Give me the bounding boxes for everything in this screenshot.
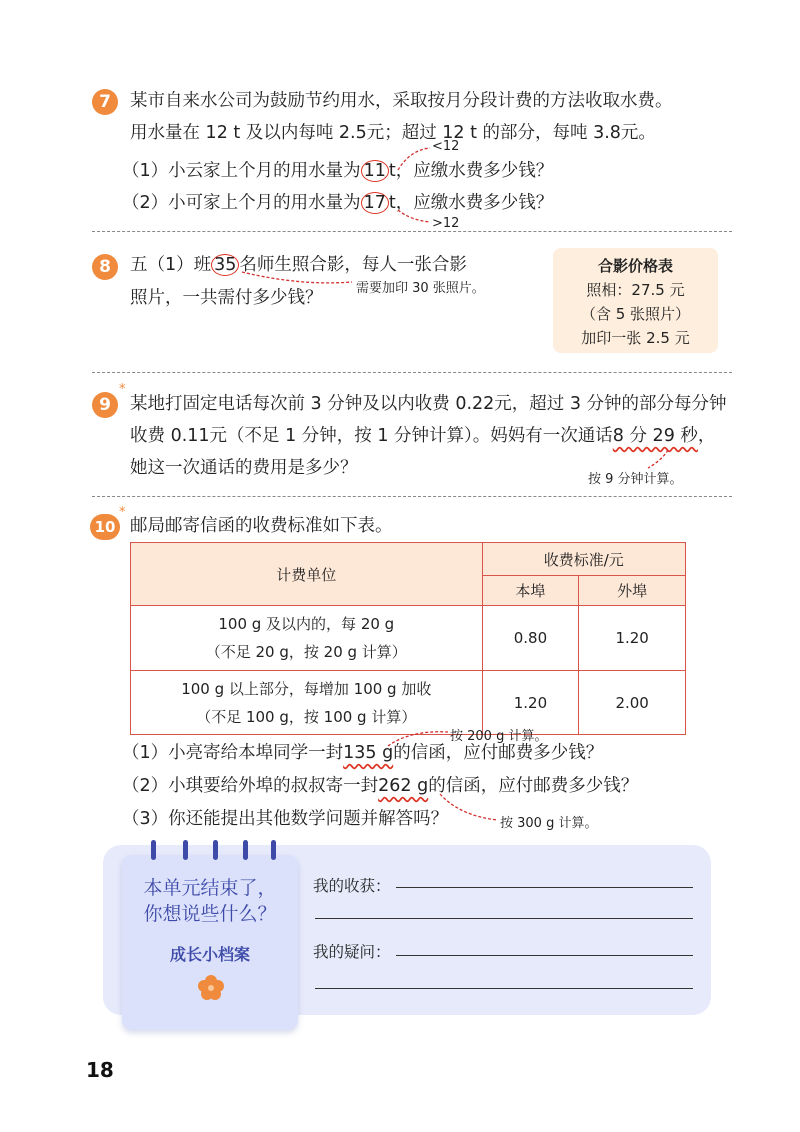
q10-note-300g: 按 300 g 计算。 <box>500 816 598 831</box>
q7-note-less: <12 <box>432 139 460 154</box>
q10-annotation-arrows <box>380 724 520 834</box>
price-row-extra: 加印一张 2.5 元 <box>581 329 690 347</box>
q10-sub2-pre: （2）小琪要给外埠的叔叔寄一封 <box>122 776 379 796</box>
q9-annotation-arrow <box>640 448 680 472</box>
q7-sub2-pre: （2）小可家上个月的用水量为 <box>122 193 361 213</box>
question-write-line[interactable] <box>396 955 693 956</box>
q9-line2-pre: 收费 0.11元（不足 1 分钟，按 1 分钟计算）。妈妈有一次通话 <box>130 426 613 446</box>
table-header-unit: 计费单位 <box>131 543 483 606</box>
question-8-badge: 8 <box>92 254 118 280</box>
q10-note-200g: 按 200 g 计算。 <box>450 729 548 744</box>
q8-line1-pre: 五（1）班 <box>130 255 212 275</box>
growth-card-title: 成长小档案 <box>169 945 250 964</box>
divider <box>92 231 732 232</box>
q7-sub1-value: 11 <box>361 160 389 182</box>
q7-sub1-pre: （1）小云家上个月的用水量为 <box>122 161 361 181</box>
q10-star-icon: * <box>119 505 126 520</box>
q9-line2-post: ， <box>697 426 716 446</box>
question-10-badge: 10 <box>90 514 120 540</box>
q10-sub1-post: 的信函，应付邮费多少钱？ <box>393 743 604 763</box>
q8-line1-post: 名师生照合影，每人一张合影 <box>239 255 467 275</box>
q10-sub2-weight: 262 g <box>378 776 429 796</box>
divider <box>92 496 732 497</box>
q7-sub2-post: t，应缴水费多少钱？ <box>388 193 554 213</box>
binder-ring-icon <box>151 840 156 860</box>
q9-note: 按 9 分钟计算。 <box>588 472 683 487</box>
q7-sub1 <box>122 156 553 186</box>
q8-annotation-arrow <box>240 268 360 290</box>
price-table <box>553 248 718 353</box>
page-number: 18 <box>86 1058 114 1082</box>
q8-note: 需要加印 30 张照片。 <box>356 281 485 296</box>
q10-sub1-pre: （1）小亮寄给本埠同学一封 <box>122 743 344 763</box>
q9-duration-value: 8 分 29 秒 <box>612 426 698 446</box>
row2-remote-value: 2.00 <box>579 671 686 735</box>
binder-ring-icon <box>183 840 188 860</box>
binder-ring-icon <box>271 840 276 860</box>
price-table-title: 合影价格表 <box>597 257 673 275</box>
growth-card-prompt <box>122 875 298 927</box>
q7-sub1-post: t，应缴水费多少钱？ <box>388 161 554 181</box>
q7-sub2-value: 17 <box>361 192 389 214</box>
row2-local-value: 1.20 <box>482 671 579 735</box>
q7-line2: 用水量在 12 t 及以内每吨 2.5元；超过 12 t 的部分，每吨 3.8元。 <box>130 123 656 143</box>
table-header-standard: 收费标准/元 <box>482 543 685 576</box>
q8-count-value: 35 <box>211 254 239 276</box>
q10-sub1-weight: 135 g <box>343 743 394 763</box>
postage-fee-table <box>130 542 686 735</box>
q9-line2 <box>130 421 715 451</box>
q9-line1: 某地打固定电话每次前 3 分钟及以内收费 0.22元，超过 3 分钟的部分每分钟 <box>130 394 727 414</box>
gain-write-line[interactable] <box>315 918 693 919</box>
table-header-remote: 外埠 <box>579 576 686 606</box>
table-row <box>131 606 483 671</box>
binder-ring-icon <box>213 840 218 860</box>
row2-unit-line2: （不足 100 g，按 100 g 计算） <box>196 707 417 726</box>
q7-annotation-arrows <box>390 140 450 230</box>
row1-remote-value: 1.20 <box>579 606 686 671</box>
growth-card-line2: 你想说些什么？ <box>143 903 277 925</box>
gain-label: 我的收获： <box>313 877 391 895</box>
price-row-includes: （含 5 张照片） <box>580 305 691 323</box>
q10-sub2-post: 的信函，应付邮费多少钱？ <box>428 776 639 796</box>
row1-unit-line2: （不足 20 g，按 20 g 计算） <box>205 643 407 661</box>
table-header-local: 本埠 <box>482 576 579 606</box>
row1-local-value: 0.80 <box>482 606 579 671</box>
q10-sub3: （3）你还能提出其他数学问题并解答吗？ <box>122 809 449 829</box>
question-7-badge: 7 <box>92 89 118 115</box>
growth-card-line1: 本单元结束了， <box>143 877 277 899</box>
q10-sub1 <box>122 738 603 768</box>
question-9-badge: 9 <box>92 392 118 418</box>
q7-sub2 <box>122 188 553 218</box>
q9-line3: 她这一次通话的费用是多少？ <box>130 458 358 478</box>
question-write-line[interactable] <box>315 988 693 989</box>
q7-line1: 某市自来水公司为鼓励节约用水，采取按月分段计费的方法收取水费。 <box>130 91 673 111</box>
gain-write-line[interactable] <box>396 887 693 888</box>
flower-icon <box>196 973 226 1003</box>
q9-star-icon: * <box>119 382 126 397</box>
q8-line2: 照片，一共需付多少钱？ <box>130 288 323 308</box>
divider <box>92 372 732 373</box>
q10-intro: 邮局邮寄信函的收费标准如下表。 <box>130 516 393 536</box>
binder-ring-icon <box>243 840 248 860</box>
row2-unit-line1: 100 g 以上部分，每增加 100 g 加收 <box>181 679 432 698</box>
q7-note-greater: >12 <box>432 216 460 231</box>
row1-unit-line1: 100 g 及以内的，每 20 g <box>218 615 395 633</box>
question-label: 我的疑问： <box>313 943 391 961</box>
price-row-photo: 照相：27.5 元 <box>586 281 685 299</box>
